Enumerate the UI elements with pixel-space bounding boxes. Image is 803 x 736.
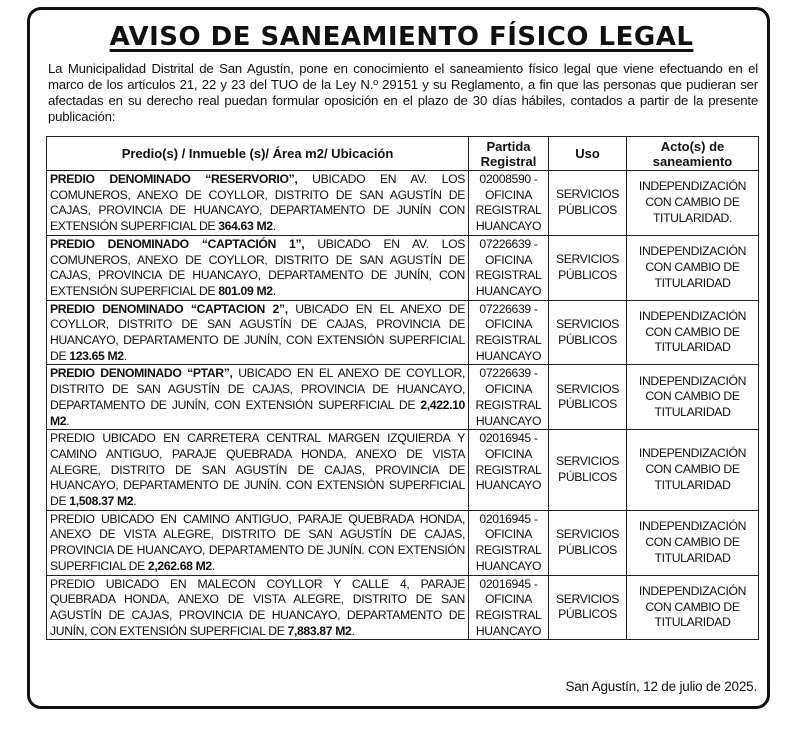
predio-end: . [351, 623, 355, 638]
partida-cell: 02016945 -OFICINA REGISTRAL HUANCAYO [469, 575, 549, 640]
partida-cell: 02016945 -OFICINA REGISTRAL HUANCAYO [469, 510, 549, 575]
header-acto: Acto(s) de saneamiento [627, 137, 759, 171]
predio-cell [47, 235, 469, 300]
predio-end: . [66, 413, 70, 428]
predio-area: 2,422.10 M2 [50, 397, 465, 428]
predio-area: 2,262.68 M2 [147, 558, 212, 573]
predio-location: PREDIO UBICADO EN CAMINO ANTIGUO, PARAJE QUEBRADA HONDA, ANEXO DE VISTA ALEGRE, DISTRITO DE SAN AGUSTÍN DE CAJAS, PROVINCIA DE HUANCAYO, DEPARTAMENTO DE JUNÍN. CON EXTENSIÓN SUPERFICIAL DE [50, 511, 465, 573]
predio-end: . [272, 219, 276, 234]
header-predio: Predio(s) / Inmueble (s)/ Área m2/ Ubicación [47, 137, 469, 171]
predio-cell [47, 575, 469, 640]
predio-location: PREDIO UBICADO EN CARRETERA CENTRAL MARGEN IZQUIERDA Y CAMINO ANTIGUO, PARAJE QUEBRADA HONDA, ANEXO DE VISTA ALEGRE, DISTRITO DE SAN AGUSTÍN DE CAJAS, PROVINCIA DE HUANCAYO, DEPARTAMENTO DE JUNÍN. CON EXTENSIÓN SUPERFICIAL DE [50, 431, 465, 509]
table-row [47, 235, 759, 300]
predio-area: 123.65 M2 [69, 348, 124, 363]
predio-area: 364.63 M2 [218, 219, 273, 234]
predio-cell [47, 430, 469, 511]
predio-location: PREDIO UBICADO EN MALECON COYLLOR Y CALLE 4, PARAJE QUEBRADA HONDA, ANEXO DE VISTA ALEGRE, DISTRITO DE SAN AGUSTÍN DE CAJAS, PROVINCIA DE HUANCAYO, DEPARTAMENTO DE JUNÍN, CON EXTENSIÓN SUPERFICIAL DE [50, 576, 465, 638]
table-row [47, 365, 759, 430]
acto-cell: INDEPENDIZACIÓN CON CAMBIO DE TITULARIDAD [627, 510, 759, 575]
predio-name: PREDIO DENOMINADO “RESERVORIO”, [50, 172, 298, 186]
table-row [47, 575, 759, 640]
uso-cell: SERVICIOS PÚBLICOS [549, 171, 627, 236]
table-header-row [47, 137, 759, 171]
partida-cell: 02008590 -OFICINA REGISTRAL HUANCAYO [469, 171, 549, 236]
predio-cell [47, 171, 469, 236]
predio-end: . [123, 348, 127, 363]
predio-area: 1,508.37 M2 [69, 494, 134, 509]
uso-cell: SERVICIOS PÚBLICOS [549, 300, 627, 365]
table-row [47, 300, 759, 365]
predio-end: . [211, 558, 215, 573]
predio-location: UBICADO EN EL ANEXO DE COYLLOR, DISTRITO DE SAN AGUSTÍN DE CAJAS, PROVINCIA DE HUANCAYO, DEPARTAMENTO DE JUNÍN, CON EXTENSIÓN SUPERFICIAL DE [50, 301, 465, 363]
acto-cell: INDEPENDIZACIÓN CON CAMBIO DE TITULARIDAD [627, 575, 759, 640]
predio-area: 801.09 M2 [218, 283, 273, 298]
predio-name: PREDIO DENOMINADO “CAPTACIÓN 1”, [50, 236, 305, 251]
predio-location: UBICADO EN AV. LOS COMUNEROS, ANEXO DE COYLLOR, DISTRITO DE SAN AGUSTÍN DE CAJAS, PROVINCIA DE HUANCAYO, DEPARTAMENTO DE JUNÍN, CON EXTENSIÓN SUPERFICIAL DE [50, 236, 466, 298]
notice-intro: La Municipalidad Distrital de San Agustín, pone en conocimiento el saneamiento físico legal que viene efectuando en el marco de los artículos 21, 22 y 23 del TUO de la Ley N.º 29151 y su Reglamento, a fin que las personas que pudieran ser afectadas en su derecho real puedan formular oposición en el plazo de 30 días hábiles, contados a partir de la presente publicación: [48, 61, 758, 124]
table-row [47, 430, 759, 511]
acto-cell: INDEPENDIZACIÓN CON CAMBIO DE TITULARIDAD [627, 300, 759, 365]
acto-cell: INDEPENDIZACIÓN CON CAMBIO DE TITULARIDAD [627, 235, 759, 300]
table-row [47, 510, 759, 575]
header-uso: Uso [549, 137, 627, 171]
header-partida: Partida Registral [469, 137, 549, 171]
predio-end: . [272, 283, 276, 298]
predio-name: PREDIO DENOMINADO “CAPTACION 2”, [50, 301, 288, 316]
uso-cell: SERVICIOS PÚBLICOS [549, 575, 627, 640]
predio-cell [47, 300, 469, 365]
predio-end: . [133, 494, 137, 509]
notice-date: San Agustín, 12 de julio de 2025. [565, 679, 757, 694]
acto-cell: INDEPENDIZACIÓN CON CAMBIO DE TITULARIDAD. [627, 171, 759, 236]
partida-cell: 07226639 -OFICINA REGISTRAL HUANCAYO [469, 300, 549, 365]
predio-name: PREDIO DENOMINADO “PTAR”, [50, 366, 233, 381]
uso-cell: SERVICIOS PÚBLICOS [549, 430, 627, 511]
predio-cell [47, 365, 469, 430]
predio-location: UBICADO EN AV. LOS COMUNEROS, ANEXO DE COYLLOR, DISTRITO DE SAN AGUSTÍN DE CAJAS, PROVINCIA DE HUANCAYO, DEPARTAMENTO DE JUNÍN CON EXTENSIÓN SUPERFICIAL DE [50, 172, 465, 234]
uso-cell: SERVICIOS PÚBLICOS [549, 235, 627, 300]
notice-title: AVISO DE SANEAMIENTO FÍSICO LEGAL [109, 22, 694, 52]
uso-cell: SERVICIOS PÚBLICOS [549, 510, 627, 575]
acto-cell: INDEPENDIZACIÓN CON CAMBIO DE TITULARIDAD [627, 365, 759, 430]
acto-cell: INDEPENDIZACIÓN CON CAMBIO DE TITULARIDAD [627, 430, 759, 511]
properties-table [46, 136, 759, 640]
partida-cell: 02016945 -OFICINA REGISTRAL HUANCAYO [469, 430, 549, 511]
table-row [47, 171, 759, 236]
predio-location: UBICADO EN EL ANEXO DE COYLLOR, DISTRITO DE SAN AGUSTÍN DE CAJAS, PROVINCIA DE HUANCAYO, DEPARTAMENTO DE JUNÍN, CON EXTENSIÓN SUPERFICIAL DE [50, 366, 465, 412]
predio-area: 7,883.87 M2 [287, 623, 352, 638]
partida-cell: 07226639 -OFICINA REGISTRAL HUANCAYO [469, 365, 549, 430]
partida-cell: 07226639 -OFICINA REGISTRAL HUANCAYO [469, 235, 549, 300]
predio-cell [47, 510, 469, 575]
uso-cell: SERVICIOS PÚBLICOS [549, 365, 627, 430]
